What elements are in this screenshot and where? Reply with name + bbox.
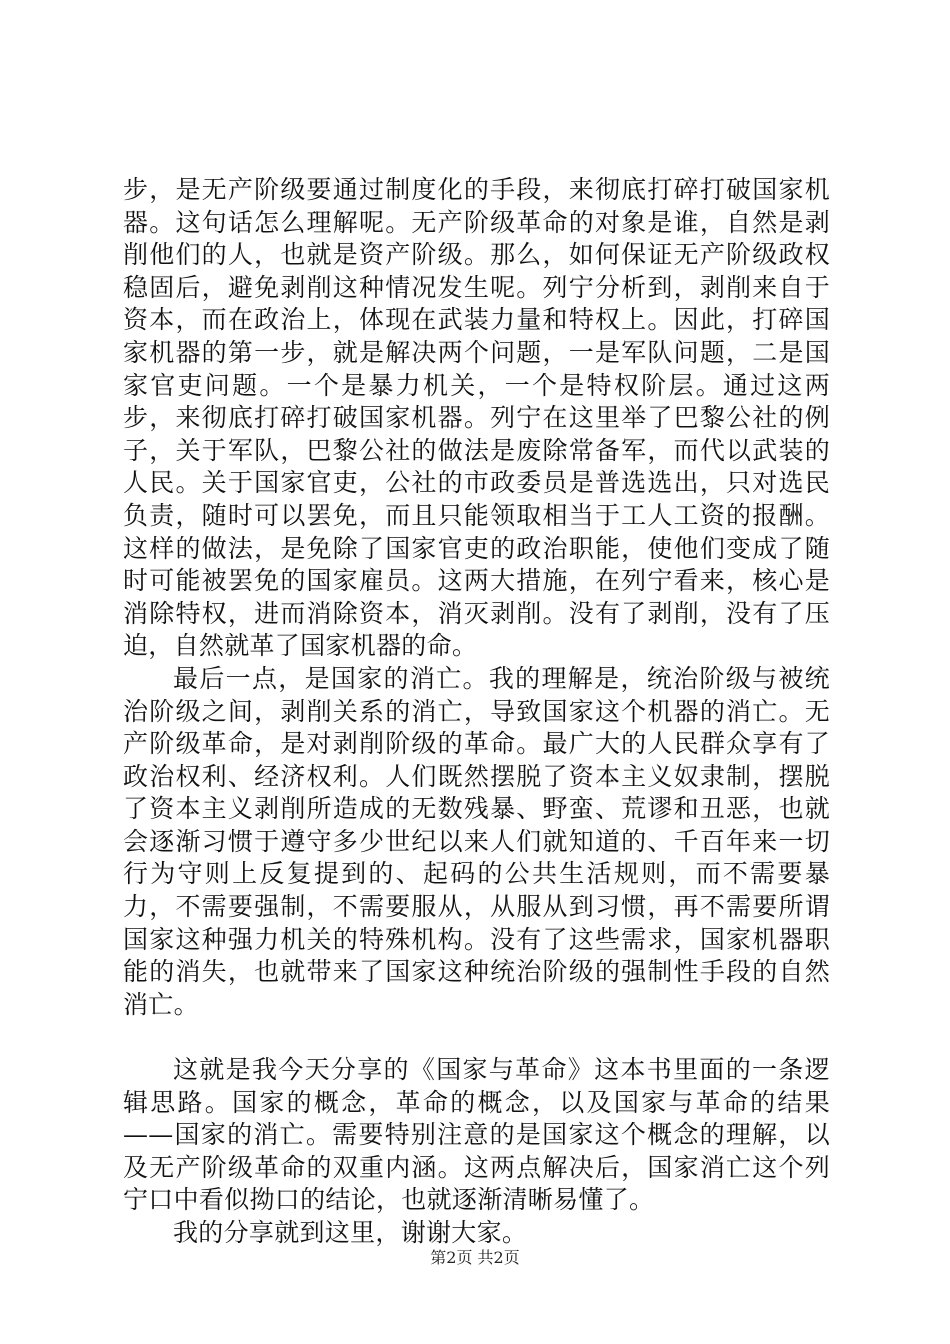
document-body: [123, 174, 830, 1250]
paragraph-state-withering: 最后一点，是国家的消亡。我的理解是，统治阶级与被统治阶级之间，剥削关系的消亡，导致国家这个机器的消亡。无产阶级革命，是对剥削阶级的革命。最广大的人民群众享有了政治权利、经济权利。人们既然摆脱了资本主义奴隶制，摆脱了资本主义剥削所造成的无数残暴、野蛮、荒谬和丑恶，也就会逐渐习惯于遵守多少世纪以来人们就知道的、千百年来一切行为守则上反复提到的、起码的公共生活规则，而不需要暴力，不需要强制，不需要服从，从服从到习惯，再不需要所谓国家这种强力机关的特殊机构。没有了这些需求，国家机器职能的消失，也就带来了国家这种统治阶级的强制性手段的自然消亡。: [123, 663, 830, 1019]
paragraph-closing: 我的分享就到这里，谢谢大家。: [173, 1218, 528, 1247]
page-footer: 第2页 共2页: [430, 1248, 520, 1267]
paragraph-summary: 这就是我今天分享的《国家与革命》这本书里面的一条逻辑思路。国家的概念，革命的概念，以及国家与革命的结果——国家的消亡。需要特别注意的是国家这个概念的理解，以及无产阶级革命的双重内涵。这两点解决后，国家消亡这个列宁口中看似拗口的结论，也就逐渐清晰易懂了。: [123, 1055, 830, 1215]
paragraph-continued: 步，是无产阶级要通过制度化的手段，来彻底打碎打破国家机器。这句话怎么理解呢。无产阶级革命的对象是谁，自然是剥削他们的人，也就是资产阶级。那么，如何保证无产阶级政权稳固后，避免剥削这种情况发生呢。列宁分析到，剥削来自于资本，而在政治上，体现在武装力量和特权上。因此，打碎国家机器的第一步，就是解决两个问题，一是军队问题，二是国家官吏问题。一个是暴力机关，一个是特权阶层。通过这两步，来彻底打碎打破国家机器。列宁在这里举了巴黎公社的例子，关于军队，巴黎公社的做法是废除常备军，而代以武装的人民。关于国家官吏，公社的市政委员是普选选出，只对选民负责，随时可以罢免，而且只能领取相当于工人工资的报酬。这样的做法，是免除了国家官吏的政治职能，使他们变成了随时可能被罢免的国家雇员。这两大措施，在列宁看来，核心是消除特权，进而消除资本，消灭剥削。没有了剥削，没有了压迫，自然就革了国家机器的命。: [123, 175, 830, 661]
